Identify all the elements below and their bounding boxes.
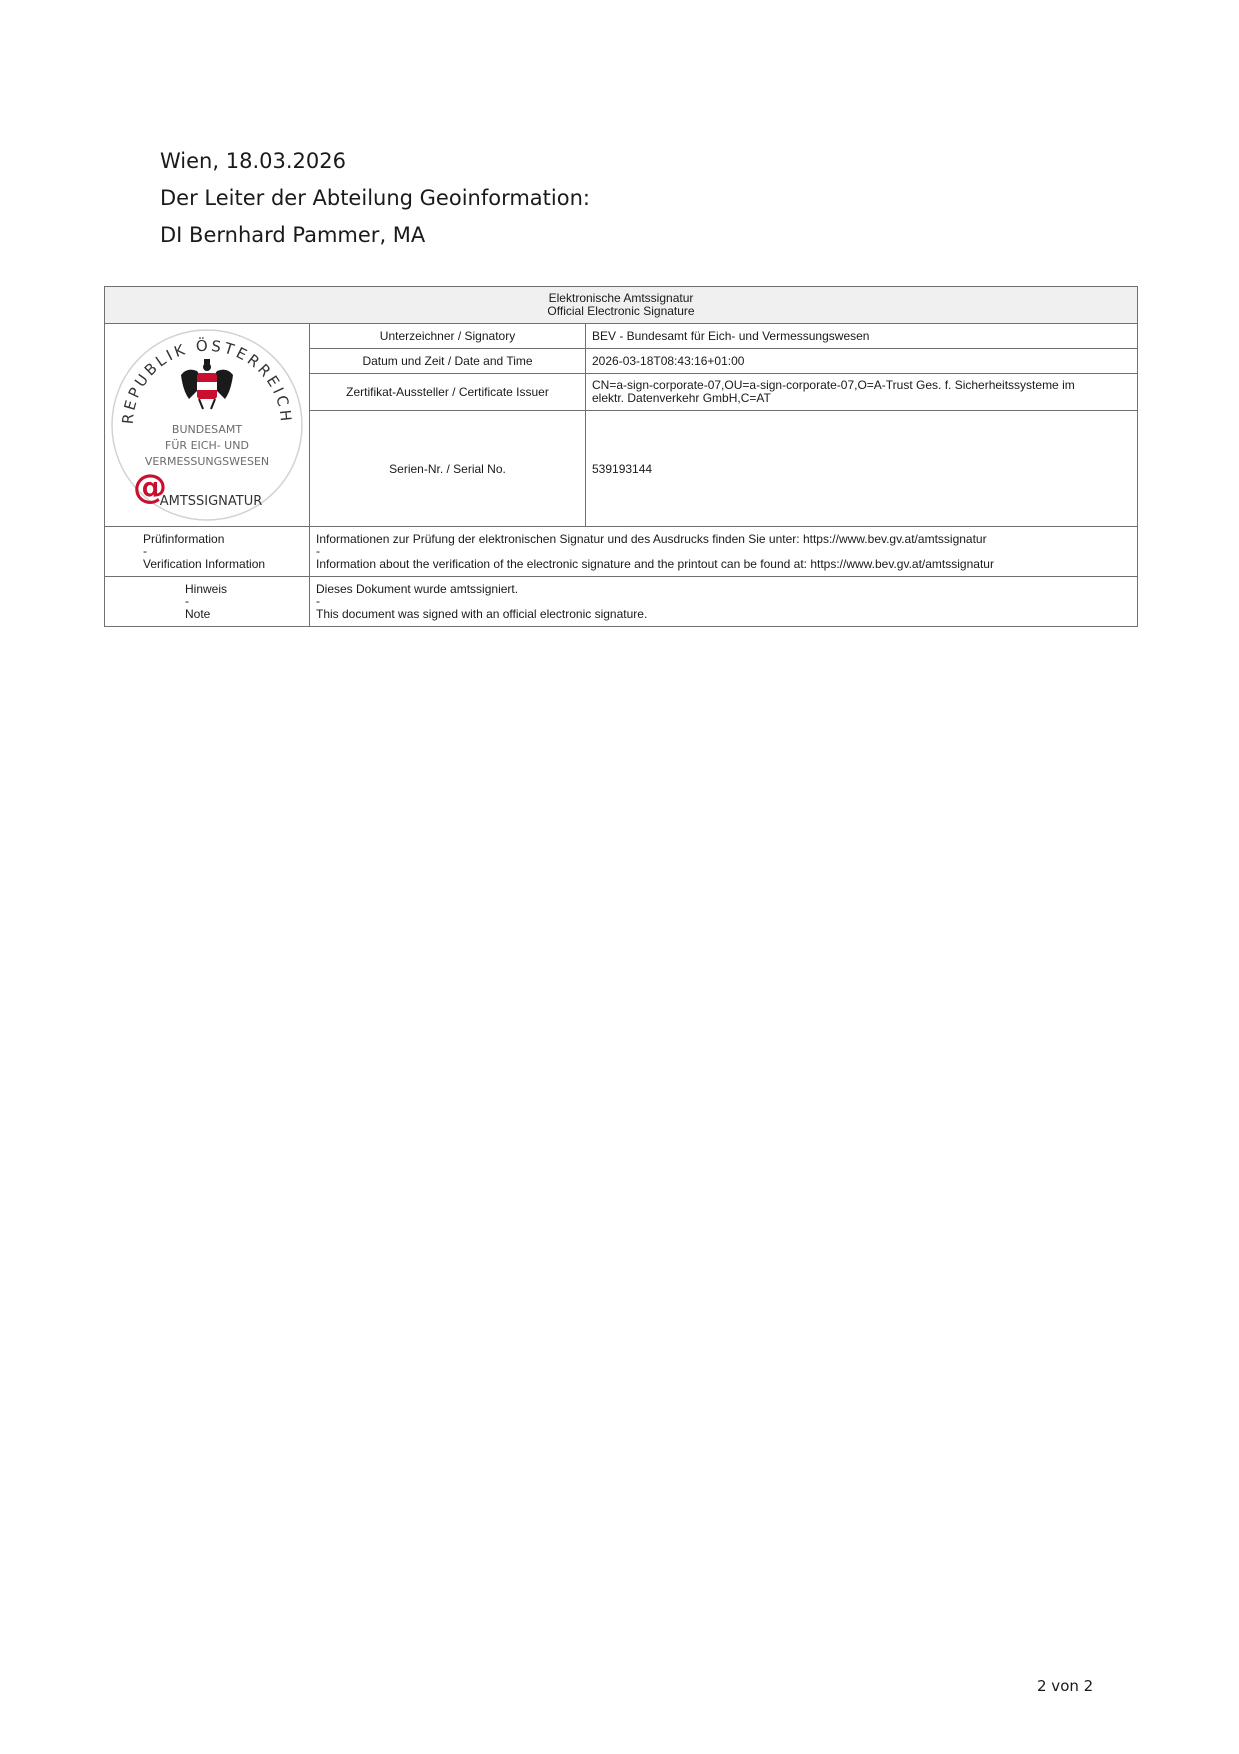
at-icon: @ <box>133 467 167 507</box>
signatory-label: Unterzeichner / Signatory <box>310 324 586 349</box>
seal-label: AMTSSIGNATUR <box>159 494 263 509</box>
place-date: Wien, 18.03.2026 <box>160 149 346 173</box>
signature-title-de: Elektronische Amtssignatur <box>548 291 694 305</box>
signature-table <box>104 286 1138 627</box>
note-label-en: Note <box>185 606 211 621</box>
verification-text-separator: - <box>316 544 320 559</box>
seal-line-3: VERMESSUNGSWESEN <box>144 455 270 468</box>
issuer-value <box>586 374 1138 411</box>
datetime-value: 2026-03-18T08:43:16+01:00 <box>586 349 1138 374</box>
seal-ring-text: REPUBLIK ÖSTERREICH <box>118 336 296 425</box>
note-label-de: Hinweis <box>185 581 228 596</box>
signature-title-en: Official Electronic Signature <box>547 304 695 318</box>
note-text <box>310 577 1138 627</box>
issuer-value-line-1: CN=a-sign-corporate-07,OU=a-sign-corporate-07,O=A-Trust Ges. f. Sicherheitssysteme im <box>592 378 1075 392</box>
issuer-label: Zertifikat-Aussteller / Certificate Issuer <box>310 374 586 411</box>
signer-name: DI Bernhard Pammer, MA <box>160 223 426 247</box>
page-number: 2 von 2 <box>1037 1677 1094 1695</box>
verification-label-en: Verification Information <box>143 556 266 571</box>
verification-label <box>105 527 310 577</box>
note-label <box>105 577 310 627</box>
amtssignatur-seal <box>107 325 307 525</box>
seal-line-1: BUNDESAMT <box>171 423 243 436</box>
issuer-value-line-2: elektr. Datenverkehr GmbH,C=AT <box>592 391 771 405</box>
note-text-separator: - <box>316 594 320 609</box>
verification-separator: - <box>143 544 147 559</box>
datetime-label: Datum und Zeit / Date and Time <box>310 349 586 374</box>
note-text-en: This document was signed with an official electronic signature. <box>316 606 648 621</box>
note-separator: - <box>185 594 189 609</box>
note-text-de: Dieses Dokument wurde amtssigniert. <box>316 581 519 596</box>
verification-text-de: Informationen zur Prüfung der elektronischen Signatur und des Ausdrucks finden Sie unter: https://www.bev.gv.at/amtssignatur <box>316 531 987 546</box>
seal-line-2: FÜR EICH- UND <box>165 439 249 452</box>
letter-closing <box>160 143 590 254</box>
serial-value: 539193144 <box>586 411 1138 527</box>
verification-text-en: Information about the verification of the electronic signature and the printout can be found at: https://www.bev.gv.at/amtssignatur <box>316 556 994 571</box>
signature-title <box>105 287 1138 324</box>
verification-text <box>310 527 1138 577</box>
serial-label: Serien-Nr. / Serial No. <box>310 411 586 527</box>
signatory-value: BEV - Bundesamt für Eich- und Vermessungswesen <box>586 324 1138 349</box>
signer-role: Der Leiter der Abteilung Geoinformation: <box>160 186 590 210</box>
seal-cell <box>105 324 310 527</box>
verification-label-de: Prüfinformation <box>143 531 225 546</box>
